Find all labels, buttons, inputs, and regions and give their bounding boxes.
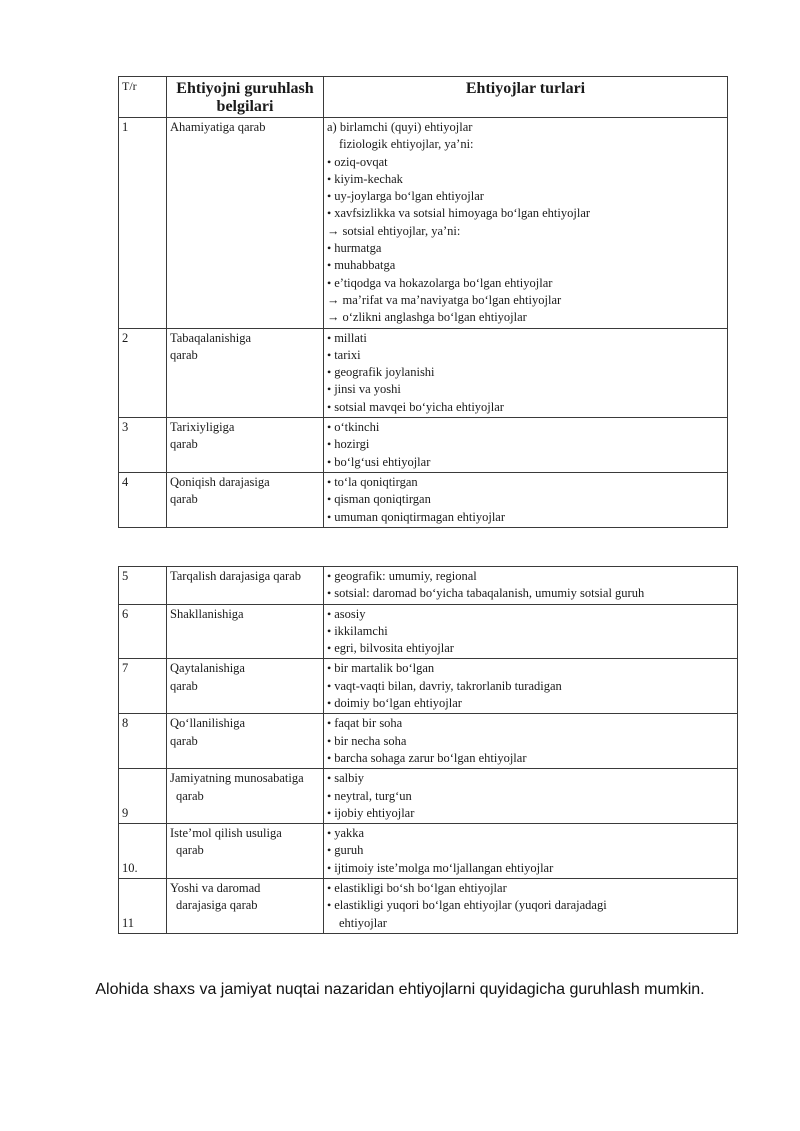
bullet-item: • muhabbatga: [327, 257, 724, 274]
bullet-item: • faqat bir soha: [327, 715, 734, 732]
row-number: 6: [119, 604, 167, 659]
table-row: [119, 769, 738, 824]
bullet-item: • neytral, turg‘un: [327, 788, 734, 805]
criterion-line: Jamiyatning munosabatiga: [170, 771, 304, 786]
row-number: 3: [119, 418, 167, 473]
grouping-criterion: [167, 418, 324, 473]
grouping-criterion: [167, 824, 324, 879]
bullet-item: • elastikligi yuqori bo‘lgan ehtiyojlar (yuqori darajadagi: [327, 897, 734, 914]
grouping-criterion: [167, 769, 324, 824]
bullet-item: • yakka: [327, 825, 734, 842]
bullet-item: • asosiy: [327, 606, 734, 623]
table-body: [119, 118, 728, 528]
arrow-item: → o‘zlikni anglashga bo‘lgan ehtiyojlar: [327, 309, 724, 326]
bullet-item: • ijobiy ehtiyojlar: [327, 805, 734, 822]
need-types: [324, 472, 728, 527]
bullet-item: • hurmatga: [327, 240, 724, 257]
bullet-item: • millati: [327, 330, 724, 347]
criterion-line: Tabaqalanishiga: [170, 330, 252, 345]
table-body: [119, 567, 738, 934]
bullet-item: • sotsial mavqei bo‘yicha ehtiyojlar: [327, 399, 724, 416]
bullet-item: • qisman qoniqtirgan: [327, 491, 724, 508]
criterion-line: Tarixiyligiga: [170, 420, 235, 435]
bullet-item: • egri, bilvosita ehtiyojlar: [327, 640, 734, 657]
table-row: [119, 472, 728, 527]
arrow-item: → sotsial ehtiyojlar, ya’ni:: [327, 223, 724, 240]
bullet-item: • elastikligi bo‘sh bo‘lgan ehtiyojlar: [327, 880, 734, 897]
table-row: [119, 604, 738, 659]
arrow-item: → ma’rifat va ma’naviyatga bo‘lgan ehtiyojlar: [327, 292, 724, 309]
bullet-item: • umuman qoniqtirmagan ehtiyojlar: [327, 509, 724, 526]
bullet-item: • jinsi va yoshi: [327, 381, 724, 398]
grouping-criterion: [167, 328, 324, 417]
row-number: 11: [119, 879, 167, 934]
table-row: [119, 879, 738, 934]
table-row: [119, 118, 728, 329]
grouping-criterion: [167, 659, 324, 714]
bullet-item: • hozirgi: [327, 436, 724, 453]
bullet-item: • to‘la qoniqtirgan: [327, 474, 724, 491]
grouping-criterion: [167, 879, 324, 934]
criterion-line: qarab: [170, 437, 198, 452]
row-number: 2: [119, 328, 167, 417]
table-row: [119, 567, 738, 605]
criterion-line: qarab: [170, 492, 198, 507]
bullet-item: • oziq-ovqat: [327, 154, 724, 171]
bullet-item: • bir necha soha: [327, 733, 734, 750]
criterion-line: Iste’mol qilish usuliga: [170, 826, 282, 841]
row-number: 8: [119, 714, 167, 769]
bullet-item: • bir martalik bo‘lgan: [327, 660, 734, 677]
criterion-line: qarab: [170, 347, 198, 362]
bullet-item: • sotsial: daromad bo‘yicha tabaqalanish, umumiy sotsial guruh: [327, 585, 734, 602]
criterion-line: Qaytalanishiga: [170, 661, 245, 676]
text-line: ehtiyojlar: [339, 915, 387, 930]
criterion-line: Qoniqish darajasiga: [170, 474, 270, 489]
needs-table-part-2: [118, 566, 738, 934]
grouping-criterion: [167, 714, 324, 769]
bullet-item: • ikkilamchi: [327, 623, 734, 640]
table-row: [119, 824, 738, 879]
need-types: [324, 118, 728, 329]
bullet-item: • vaqt-vaqti bilan, davriy, takrorlanib turadigan: [327, 678, 734, 695]
bullet-item: • geografik joylanishi: [327, 364, 724, 381]
bullet-item: • o‘tkinchi: [327, 419, 724, 436]
bullet-item: • xavfsizlikka va sotsial himoyaga bo‘lgan ehtiyojlar: [327, 205, 724, 222]
criterion-line: Qo‘llanilishiga: [170, 716, 245, 731]
caption-paragraph: Alohida shaxs va jamiyat nuqtai nazaridan ehtiyojlarni quyidagicha guruhlash mumkin.: [95, 981, 705, 998]
bullet-item: • doimiy bo‘lgan ehtiyojlar: [327, 695, 734, 712]
row-number: 7: [119, 659, 167, 714]
row-number: 9: [119, 769, 167, 824]
bullet-item: • barcha sohaga zarur bo‘lgan ehtiyojlar: [327, 750, 734, 767]
bullet-item: • guruh: [327, 842, 734, 859]
table-header-row: [119, 77, 728, 118]
criterion-line: Yoshi va daromad: [170, 881, 261, 896]
grouping-criterion: [167, 604, 324, 659]
bullet-item: • geografik: umumiy, regional: [327, 568, 734, 585]
grouping-criterion: [167, 472, 324, 527]
criterion-line: darajasiga qarab: [176, 898, 258, 913]
table-row: [119, 659, 738, 714]
criterion-line: Shakllanishiga: [170, 606, 244, 621]
need-types: [324, 824, 738, 879]
row-number: 5: [119, 567, 167, 605]
row-number: 1: [119, 118, 167, 329]
table-row: [119, 418, 728, 473]
bullet-item: • salbiy: [327, 770, 734, 787]
criterion-line: qarab: [176, 788, 204, 803]
need-types: [324, 567, 738, 605]
need-types: [324, 769, 738, 824]
bullet-item: • kiyim-kechak: [327, 171, 724, 188]
criterion-line: qarab: [170, 678, 198, 693]
needs-table-part-1: [118, 76, 728, 528]
table-row: [119, 714, 738, 769]
grouping-criterion: [167, 567, 324, 605]
need-types: [324, 604, 738, 659]
bullet-item: • tarixi: [327, 347, 724, 364]
need-types: [324, 714, 738, 769]
table-row: [119, 328, 728, 417]
grouping-criterion: [167, 118, 324, 329]
need-types: [324, 328, 728, 417]
bullet-item: • bo‘lg‘usi ehtiyojlar: [327, 454, 724, 471]
header-grouping-criteria: Ehtiyojni guruhlash belgilari: [167, 77, 324, 118]
text-line: a) birlamchi (quyi) ehtiyojlar: [327, 120, 473, 134]
criterion-line: Tarqalish darajasiga qarab: [170, 569, 302, 583]
bullet-item: • uy-joylarga bo‘lgan ehtiyojlar: [327, 188, 724, 205]
need-types: [324, 879, 738, 934]
row-number: 10.: [119, 824, 167, 879]
criterion-line: qarab: [176, 843, 204, 858]
bullet-item: • ijtimoiy iste’molga mo‘ljallangan ehtiyojlar: [327, 860, 734, 877]
text-line: fiziologik ehtiyojlar, ya’ni:: [339, 137, 474, 152]
header-need-types: Ehtiyojlar turlari: [324, 77, 728, 118]
row-number: 4: [119, 472, 167, 527]
need-types: [324, 418, 728, 473]
criterion-line: qarab: [170, 733, 198, 748]
bullet-item: • e’tiqodga va hokazolarga bo‘lgan ehtiyojlar: [327, 275, 724, 292]
need-types: [324, 659, 738, 714]
header-number: T/r: [119, 77, 167, 118]
criterion-line: Ahamiyatiga qarab: [170, 120, 266, 134]
